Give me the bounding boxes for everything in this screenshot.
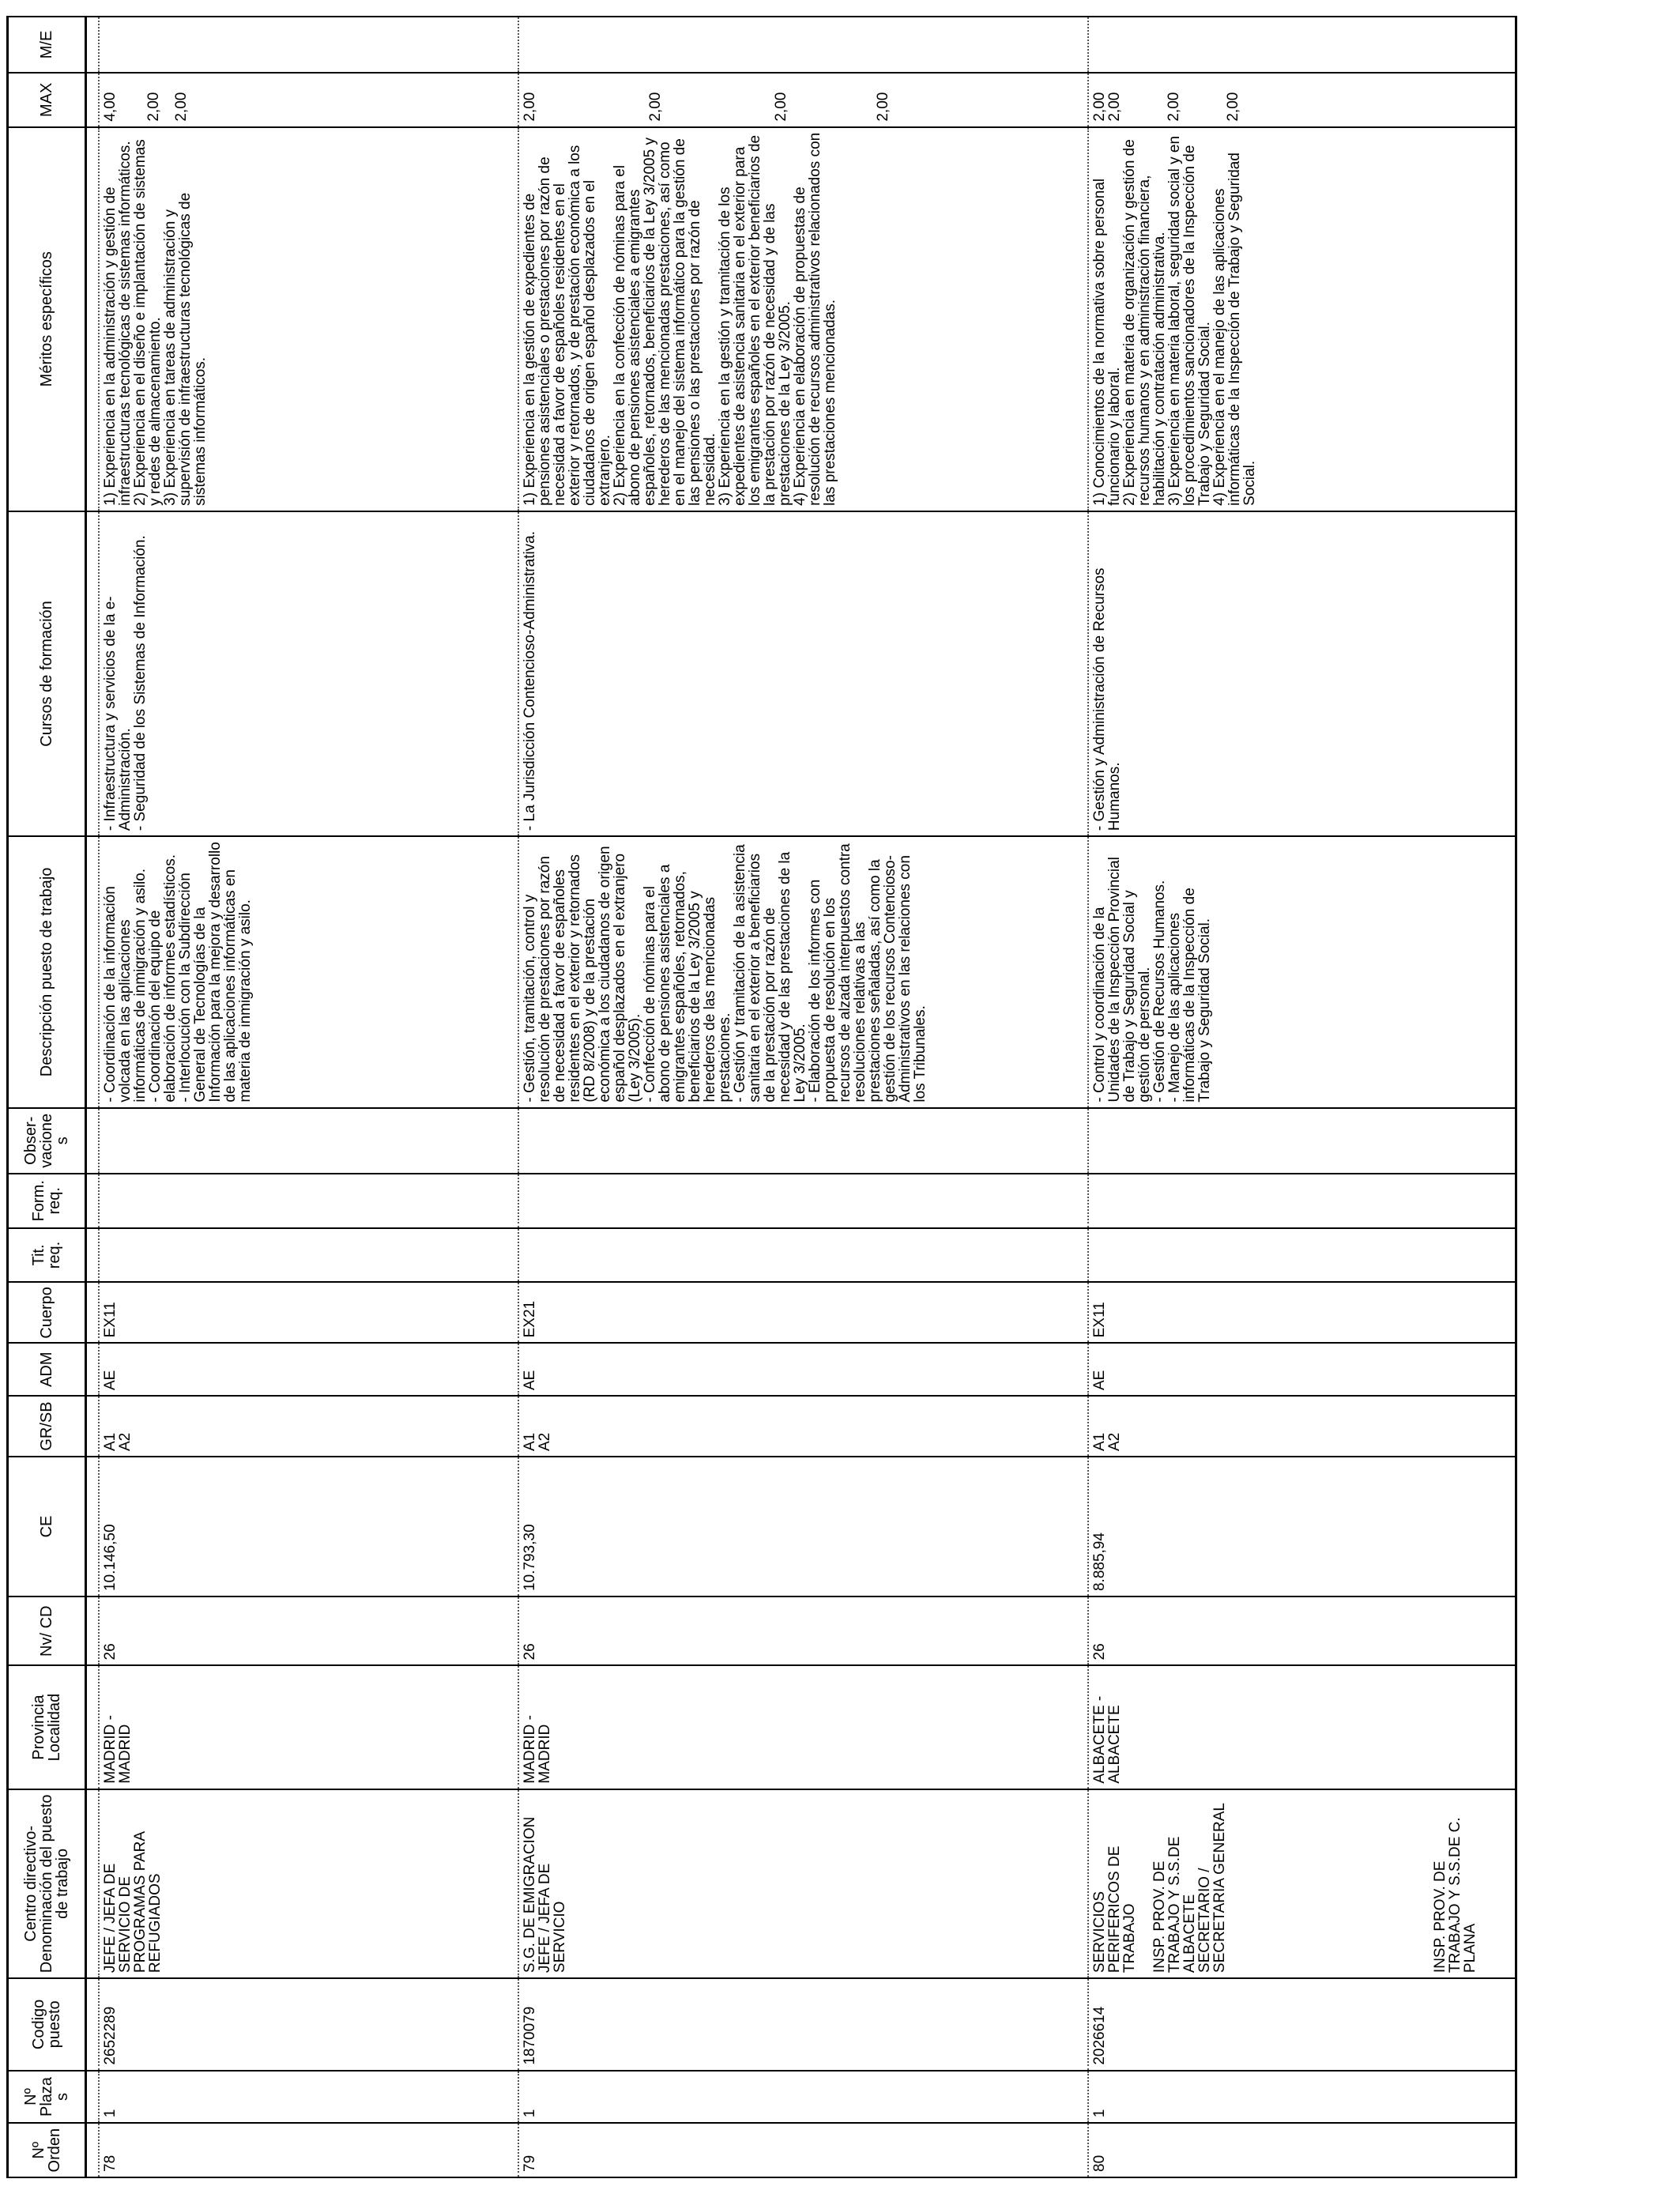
centro-directivo-next: INSP. PROV. DE TRABAJO Y S.S.DE C. PLANA (1432, 1817, 1479, 1973)
ce-cell: 10.793,30 (518, 1457, 1088, 1596)
meritos-cell: 1) Experiencia en la gestión de expedientes de pensiones asistenciales o prestaciones por razón de necesidad a favor de españoles residentes en el exterior y retornados, y de prestación económica a los ciudadanos de origen español desplazados en el extranjero. 2) Experiencia en la confección de nóminas para el abono de pensiones asistenciales a emigrantes españoles, retornados, beneficiarios de la Ley 3/2005 y herederos de las mencionadas prestaciones, así como en el manejo del sistema informático para la gestión de las pensiones o las prestaciones por razón de necesidad. 3) Experiencia en la gestión y tramitación de los expedientes de asistencia sanitaria en el exterior para los emigrantes españoles en el exterior beneficiarios de la prestación por razón de necesidad y de las prestaciones de la Ley 3/2005. 4) Experiencia en elaboración de propuestas de resolución de recursos administrativos relacionados con las prestaciones mencionadas. (518, 127, 1088, 511)
grupo-cell: A1 A2 (518, 1396, 1088, 1457)
header-codigo: Codigo puesto (8, 1978, 86, 2071)
nivel-cell: 26 (99, 1596, 518, 1665)
plazas-cell: 1 (1088, 2071, 1516, 2124)
header-centro: Centro directivo- Denominación del puesto de trabajo (8, 1789, 86, 1978)
cursos-cell: - La Jurisdicción Contencioso-Administrativa. (518, 511, 1088, 836)
cuerpo-cell: EX11 (1088, 1282, 1516, 1343)
spacer-row (86, 17, 100, 2177)
grupo-cell: A1 A2 (1088, 1396, 1516, 1457)
orden-cell: 80 (1088, 2123, 1516, 2177)
adm-cell: AE (99, 1343, 518, 1396)
ce-cell: 10.146,50 (99, 1457, 518, 1596)
puestos-table (6, 16, 1517, 2178)
provincia-cell: MADRID - MADRID (99, 1665, 518, 1789)
header-max: MAX (8, 73, 86, 127)
header-formacion: Form. req. (8, 1174, 86, 1228)
table-row (518, 17, 1088, 2177)
titulacion-cell (518, 1228, 1088, 1283)
observaciones-cell (1088, 1108, 1516, 1174)
centro-denominacion: JEFE / JEFA DE SERVICIO DE PROGRAMAS PARA REFUGIADOS (102, 1831, 164, 1973)
cuerpo-cell: EX11 (99, 1282, 518, 1343)
codigo-cell: 2026614 (1088, 1978, 1516, 2071)
observaciones-cell (99, 1108, 518, 1174)
observaciones-cell (518, 1108, 1088, 1174)
header-meritos: Méritos específicos (8, 127, 86, 511)
header-provincia: Provincia Localidad (8, 1665, 86, 1789)
codigo-cell: 2652289 (99, 1978, 518, 2071)
cursos-cell: - Infraestructura y servicios de la e-Administración. - Seguridad de los Sistemas de Información. (99, 511, 518, 836)
score-value: 2,00 (773, 92, 790, 122)
descripcion-cell: - Control y coordinación de la Unidades de la Inspección Provincial de Trabajo y Seguridad Social y gestión de personal. - Gestión de Recursos Humanos. - Manejo de las aplicaciones informáticas de la Inspección de Trabajo y Seguridad Social. (1088, 836, 1516, 1108)
plazas-cell: 1 (99, 2071, 518, 2124)
provincia-cell: ALBACETE - ALBACETE (1088, 1665, 1516, 1789)
score-value: 2,00 (1106, 92, 1124, 122)
titulacion-cell (1088, 1228, 1516, 1283)
score-value: 2,00 (173, 92, 190, 122)
formacion-cell (99, 1174, 518, 1228)
header-plazas: Nº Plazas (8, 2071, 86, 2124)
max-value: 2,00 (522, 92, 539, 122)
max-cell (518, 73, 1088, 127)
me-cell (518, 17, 1088, 73)
descripcion-cell: - Coordinación de la información volcada en las aplicaciones informáticas de inmigración y asilo. - Coordinación del equipo de elaboración de informes estadísticos. - Interlocución con la Subdirección General de Tecnologías de la Información para la mejora y desarrollo de las aplicaciones informáticas en materia de inmigración y asilo. (99, 836, 518, 1108)
me-cell (99, 17, 518, 73)
score-value: 2,00 (1166, 92, 1183, 122)
cursos-cell: - Gestión y Administración de Recursos Humanos. (1088, 511, 1516, 836)
centro-cell (518, 1789, 1088, 1978)
table-row (99, 17, 518, 2177)
header-cursos: Cursos de formación (8, 511, 86, 836)
header-titulacion: Tit. req. (8, 1228, 86, 1283)
orden-cell: 78 (99, 2123, 518, 2177)
me-cell (1088, 17, 1516, 73)
header-orden: Nº Orden (8, 2123, 86, 2177)
score-value: 2,00 (875, 92, 892, 122)
max-value: 4,00 (102, 92, 119, 122)
centro-denominacion: SECRETARIO / SECRETARIA GENERAL (1196, 1803, 1229, 1973)
formacion-cell (518, 1174, 1088, 1228)
plazas-cell: 1 (518, 2071, 1088, 2124)
header-descripcion: Descripción puesto de trabajo (8, 836, 86, 1108)
header-observaciones: Obser- vaciones (8, 1108, 86, 1174)
formacion-cell (1088, 1174, 1516, 1228)
ce-cell: 8.885,94 (1088, 1457, 1516, 1596)
titulacion-cell (99, 1228, 518, 1283)
adm-cell: AE (518, 1343, 1088, 1396)
descripcion-cell: - Gestión, tramitación, control y resolución de prestaciones por razón de necesidad a favor de españoles residentes en el exterior y retornados (RD 8/2008) y de la prestación económica a los ciudadanos de origen español desplazados en el extranjero (Ley 3/2005). - Confección de nóminas para el abono de pensiones asistenciales a emigrantes españoles, retornados, beneficiarios de la Ley 3/2005 y herederos de las mencionadas prestaciones. - Gestión y tramitación de la asistencia sanitaria en el exterior a beneficiarios de la prestación por razón de necesidad y de las prestaciones de la Ley 3/2005. - Elaboración de los informes con propuesta de resolución en los recursos de alzada interpuestos contra resoluciones relativas a las prestaciones señaladas, así como la gestión de los recursos Contencioso-Administrativos en las relaciones con los Tribunales. (518, 836, 1088, 1108)
score-value: 2,00 (647, 92, 665, 122)
cuerpo-cell: EX21 (518, 1282, 1088, 1343)
header-row (8, 17, 86, 2177)
centro-denominacion: JEFE / JEFA DE SERVICIO (537, 1863, 569, 1973)
codigo-cell: 1870079 (518, 1978, 1088, 2071)
nivel-cell: 26 (1088, 1596, 1516, 1665)
provincia-cell: MADRID - MADRID (518, 1665, 1088, 1789)
score-value: 2,00 (145, 92, 163, 122)
centro-directivo: SERVICIOS PERIFERICOS DE TRABAJO INSP. PROV. DE TRABAJO Y S.S.DE ALBACETE (1091, 1836, 1199, 1973)
meritos-cell: 1) Experiencia en la administración y gestión de infraestructuras tecnológicas de sistemas informáticos. 2) Experiencia en el diseño e implantación de sistemas y redes de almacenamiento. 3) Experiencia en tareas de administración y supervisión de infraestructuras tecnológicas de sistemas informáticos. (99, 127, 518, 511)
centro-cell (1088, 1789, 1516, 1978)
header-cuerpo: Cuerpo (8, 1282, 86, 1343)
header-ce: CE (8, 1457, 86, 1596)
grupo-cell: A1 A2 (99, 1396, 518, 1457)
max-cell (1088, 73, 1516, 127)
meritos-cell: 1) Conocimientos de la normativa sobre personal funcionario y laboral. 2) Experiencia en materia de organización y gestión de recursos humanos y en administración financiera, habilitación y contratación administrativa. 3) Experiencia en materia laboral, seguridad social y en los procedimientos sancionadores de la Inspección de Trabajo y Seguridad Social. 4) Experiencia en el manejo de las aplicaciones informáticas de la Inspección de Trabajo y Seguridad Social. (1088, 127, 1516, 511)
header-nivel: Nv/ CD (8, 1596, 86, 1665)
header-grupo: GR/SB (8, 1396, 86, 1457)
score-value: 2,00 (1225, 92, 1242, 122)
max-value: 2,00 (1091, 92, 1109, 122)
centro-cell (99, 1789, 518, 1978)
header-me: M/E (8, 17, 86, 73)
orden-cell: 79 (518, 2123, 1088, 2177)
nivel-cell: 26 (518, 1596, 1088, 1665)
table-row (1088, 17, 1516, 2177)
adm-cell: AE (1088, 1343, 1516, 1396)
centro-directivo: S.G. DE EMIGRACION (522, 1816, 539, 1973)
max-cell (99, 73, 518, 127)
header-adm: ADM (8, 1343, 86, 1396)
